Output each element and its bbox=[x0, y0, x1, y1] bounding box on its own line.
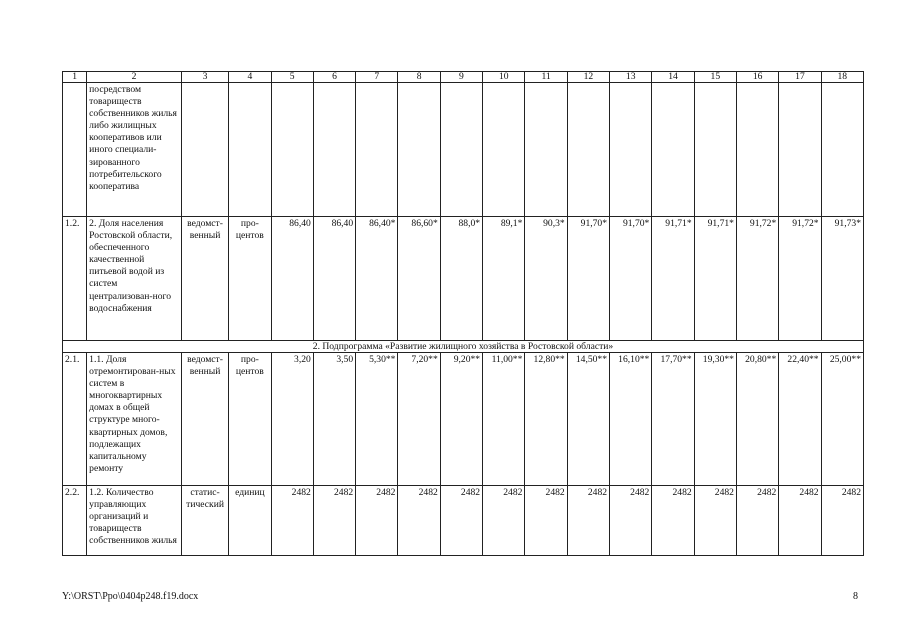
column-header-6: 6 bbox=[313, 72, 355, 83]
year-value: 90,3* bbox=[525, 217, 567, 341]
column-header-12: 12 bbox=[567, 72, 609, 83]
data-source: ведомст-венный bbox=[181, 353, 228, 486]
year-value: 91,70* bbox=[567, 217, 609, 341]
year-value: 19,30** bbox=[694, 353, 736, 486]
year-value: 89,1* bbox=[483, 217, 525, 341]
indicator-name-continued: посредством товариществ собственников жилья либо жилищных кооперативов или иного специали-зированного потребительского кооператива bbox=[87, 83, 182, 217]
indicator-name: 2. Доля населения Ростовской области, обеспеченного качественной питьевой водой из систем централизован-ного водоснабжения bbox=[87, 217, 182, 341]
table-row-1-2 bbox=[63, 217, 864, 341]
year-value: 14,50** bbox=[567, 353, 609, 486]
year-value: 2482 bbox=[483, 486, 525, 556]
year-value: 20,80** bbox=[736, 353, 778, 486]
table-row-2-1 bbox=[63, 353, 864, 486]
year-value: 2482 bbox=[440, 486, 482, 556]
row-number: 2.2. bbox=[63, 486, 87, 556]
year-value: 7,20** bbox=[398, 353, 440, 486]
column-header-14: 14 bbox=[652, 72, 694, 83]
year-value: 2482 bbox=[356, 486, 398, 556]
column-header-5: 5 bbox=[271, 72, 313, 83]
year-value: 91,70* bbox=[610, 217, 652, 341]
year-value: 2482 bbox=[567, 486, 609, 556]
column-header-2: 2 bbox=[87, 72, 182, 83]
year-value: 2482 bbox=[398, 486, 440, 556]
column-header-7: 7 bbox=[356, 72, 398, 83]
column-header-10: 10 bbox=[483, 72, 525, 83]
table-row-continuation bbox=[63, 83, 864, 217]
column-header-9: 9 bbox=[440, 72, 482, 83]
year-value: 86,60* bbox=[398, 217, 440, 341]
unit: про-центов bbox=[229, 353, 271, 486]
year-value: 17,70** bbox=[652, 353, 694, 486]
data-source: ведомст-венный bbox=[181, 217, 228, 341]
year-value: 16,10** bbox=[610, 353, 652, 486]
year-value: 5,30** bbox=[356, 353, 398, 486]
year-value: 3,20 bbox=[271, 353, 313, 486]
year-value: 25,00** bbox=[821, 353, 863, 486]
column-header-16: 16 bbox=[736, 72, 778, 83]
year-value: 9,20** bbox=[440, 353, 482, 486]
year-value: 86,40 bbox=[313, 217, 355, 341]
year-value: 86,40* bbox=[356, 217, 398, 341]
column-header-8: 8 bbox=[398, 72, 440, 83]
year-value: 91,73* bbox=[821, 217, 863, 341]
column-header-13: 13 bbox=[610, 72, 652, 83]
year-value: 91,71* bbox=[652, 217, 694, 341]
year-value: 2482 bbox=[525, 486, 567, 556]
year-value: 86,40 bbox=[271, 217, 313, 341]
column-header-18: 18 bbox=[821, 72, 863, 83]
row-number: 2.1. bbox=[63, 353, 87, 486]
subprogram-row bbox=[63, 341, 864, 353]
column-header-3: 3 bbox=[181, 72, 228, 83]
file-path: Y:\ORST\Ppo\0404p248.f19.docx bbox=[62, 591, 199, 602]
table-row-2-2 bbox=[63, 486, 864, 556]
column-header-1: 1 bbox=[63, 72, 87, 83]
year-value: 12,80** bbox=[525, 353, 567, 486]
year-value: 2482 bbox=[271, 486, 313, 556]
indicator-name: 1.2. Количество управляющих организаций и товариществ собственников жилья bbox=[87, 486, 182, 556]
year-value: 2482 bbox=[779, 486, 821, 556]
unit: единиц bbox=[229, 486, 271, 556]
page-number: 8 bbox=[853, 591, 858, 602]
data-source: статис-тический bbox=[181, 486, 228, 556]
year-value: 11,00** bbox=[483, 353, 525, 486]
indicator-name: 1.1. Доля отремонтирован-ных систем в многоквартирных домах в общей структуре много-квартирных домов, подлежащих капитальному ремонту bbox=[87, 353, 182, 486]
subprogram-title: 2. Подпрограмма «Развитие жилищного хозяйства в Ростовской области» bbox=[63, 341, 864, 353]
column-header-11: 11 bbox=[525, 72, 567, 83]
year-value: 2482 bbox=[610, 486, 652, 556]
year-value: 2482 bbox=[652, 486, 694, 556]
column-header-15: 15 bbox=[694, 72, 736, 83]
year-value: 3,50 bbox=[313, 353, 355, 486]
indicators-table bbox=[62, 71, 864, 556]
unit: про-центов bbox=[229, 217, 271, 341]
year-value: 91,72* bbox=[736, 217, 778, 341]
column-header-17: 17 bbox=[779, 72, 821, 83]
year-value: 91,72* bbox=[779, 217, 821, 341]
column-header-4: 4 bbox=[229, 72, 271, 83]
row-number: 1.2. bbox=[63, 217, 87, 341]
year-value: 88,0* bbox=[440, 217, 482, 341]
year-value: 91,71* bbox=[694, 217, 736, 341]
year-value: 2482 bbox=[313, 486, 355, 556]
year-value: 2482 bbox=[694, 486, 736, 556]
year-value: 2482 bbox=[736, 486, 778, 556]
year-value: 2482 bbox=[821, 486, 863, 556]
header-row bbox=[63, 72, 864, 83]
year-value: 22,40** bbox=[779, 353, 821, 486]
